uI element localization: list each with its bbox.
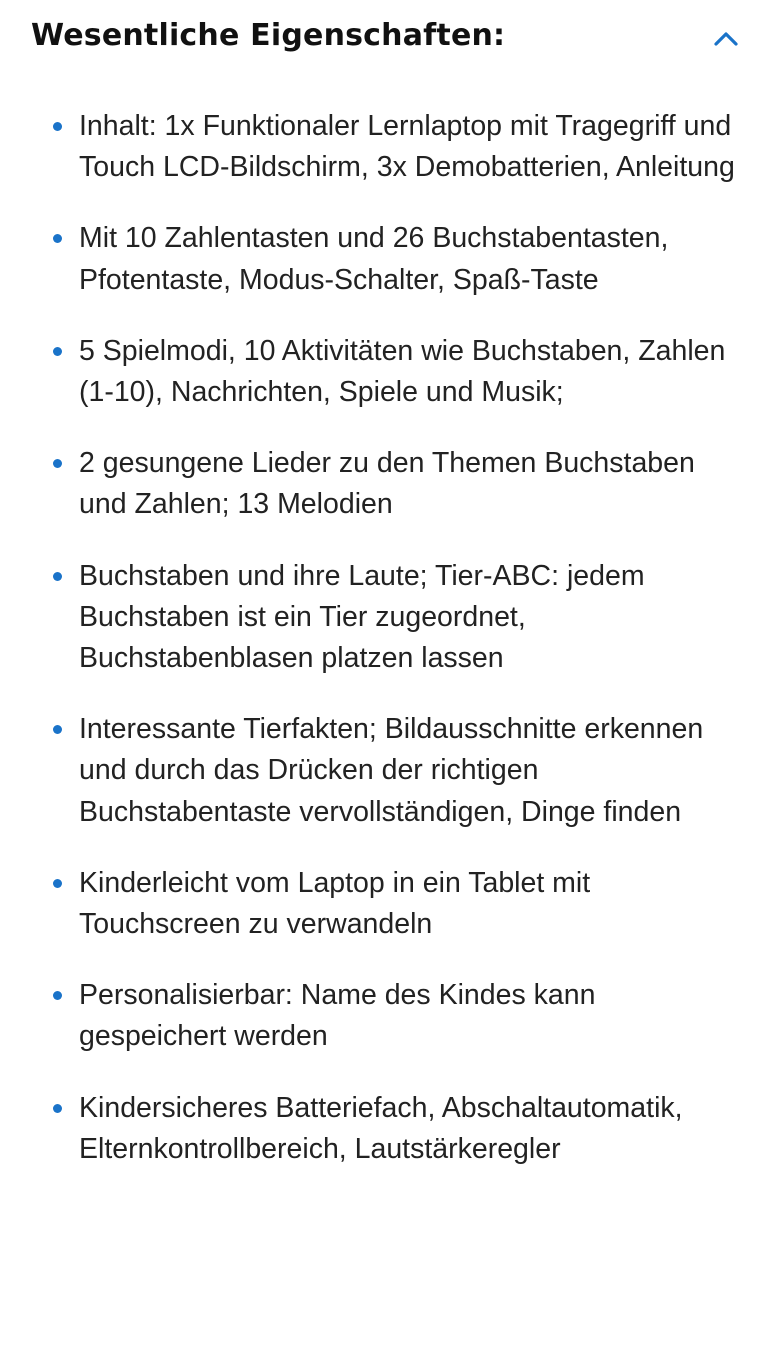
feature-text: Personalisierbar: Name des Kindes kann gespeichert werden: [79, 979, 596, 1053]
list-item: [0, 106, 778, 188]
collapse-button[interactable]: [704, 20, 748, 56]
chevron-up-icon: [713, 29, 739, 47]
list-item: [0, 218, 778, 300]
list-item: [0, 443, 778, 525]
section-header[interactable]: [0, 0, 778, 80]
feature-text: Kinderleicht vom Laptop in ein Tablet mit Touchscreen zu verwandeln: [79, 866, 591, 941]
list-item: [0, 556, 778, 680]
list-item: [0, 709, 778, 833]
bullet-icon: [53, 572, 62, 581]
bullet-icon: [53, 725, 62, 734]
feature-text: 5 Spielmodi, 10 Aktivitäten wie Buchstaben, Zahlen (1-10), Nachrichten, Spiele und Musik;: [79, 334, 726, 409]
bullet-icon: [53, 1104, 62, 1113]
bullet-icon: [53, 122, 62, 131]
list-item: [0, 975, 778, 1057]
feature-list: [0, 106, 778, 1200]
list-item: [0, 331, 778, 413]
feature-text: Interessante Tierfakten; Bildausschnitte erkennen und durch das Drücken der richtigen Buchstabentaste vervollständigen, Dinge finden: [79, 713, 704, 828]
feature-text: Inhalt: 1x Funktionaler Lernlaptop mit Tragegriff und Touch LCD-Bildschirm, 3x Demobatterien, Anleitung: [79, 110, 735, 184]
feature-text: 2 gesungene Lieder zu den Themen Buchstaben und Zahlen; 13 Melodien: [79, 447, 695, 521]
bullet-icon: [53, 991, 62, 1000]
bullet-icon: [53, 347, 62, 356]
feature-text: Buchstaben und ihre Laute; Tier-ABC: jedem Buchstaben ist ein Tier zugeordnet, Buchstabenblasen platzen lassen: [79, 559, 645, 675]
list-item: [0, 1088, 778, 1170]
section-title: Wesentliche Eigenschaften:: [31, 18, 506, 53]
bullet-icon: [53, 234, 62, 243]
bullet-icon: [53, 879, 62, 888]
list-item: [0, 863, 778, 945]
feature-text: Kindersicheres Batteriefach, Abschaltautomatik, Elternkontrollbereich, Lautstärkeregler: [79, 1091, 683, 1165]
feature-text: Mit 10 Zahlentasten und 26 Buchstabentasten, Pfotentaste, Modus-Schalter, Spaß-Taste: [79, 222, 669, 296]
bullet-icon: [53, 459, 62, 468]
